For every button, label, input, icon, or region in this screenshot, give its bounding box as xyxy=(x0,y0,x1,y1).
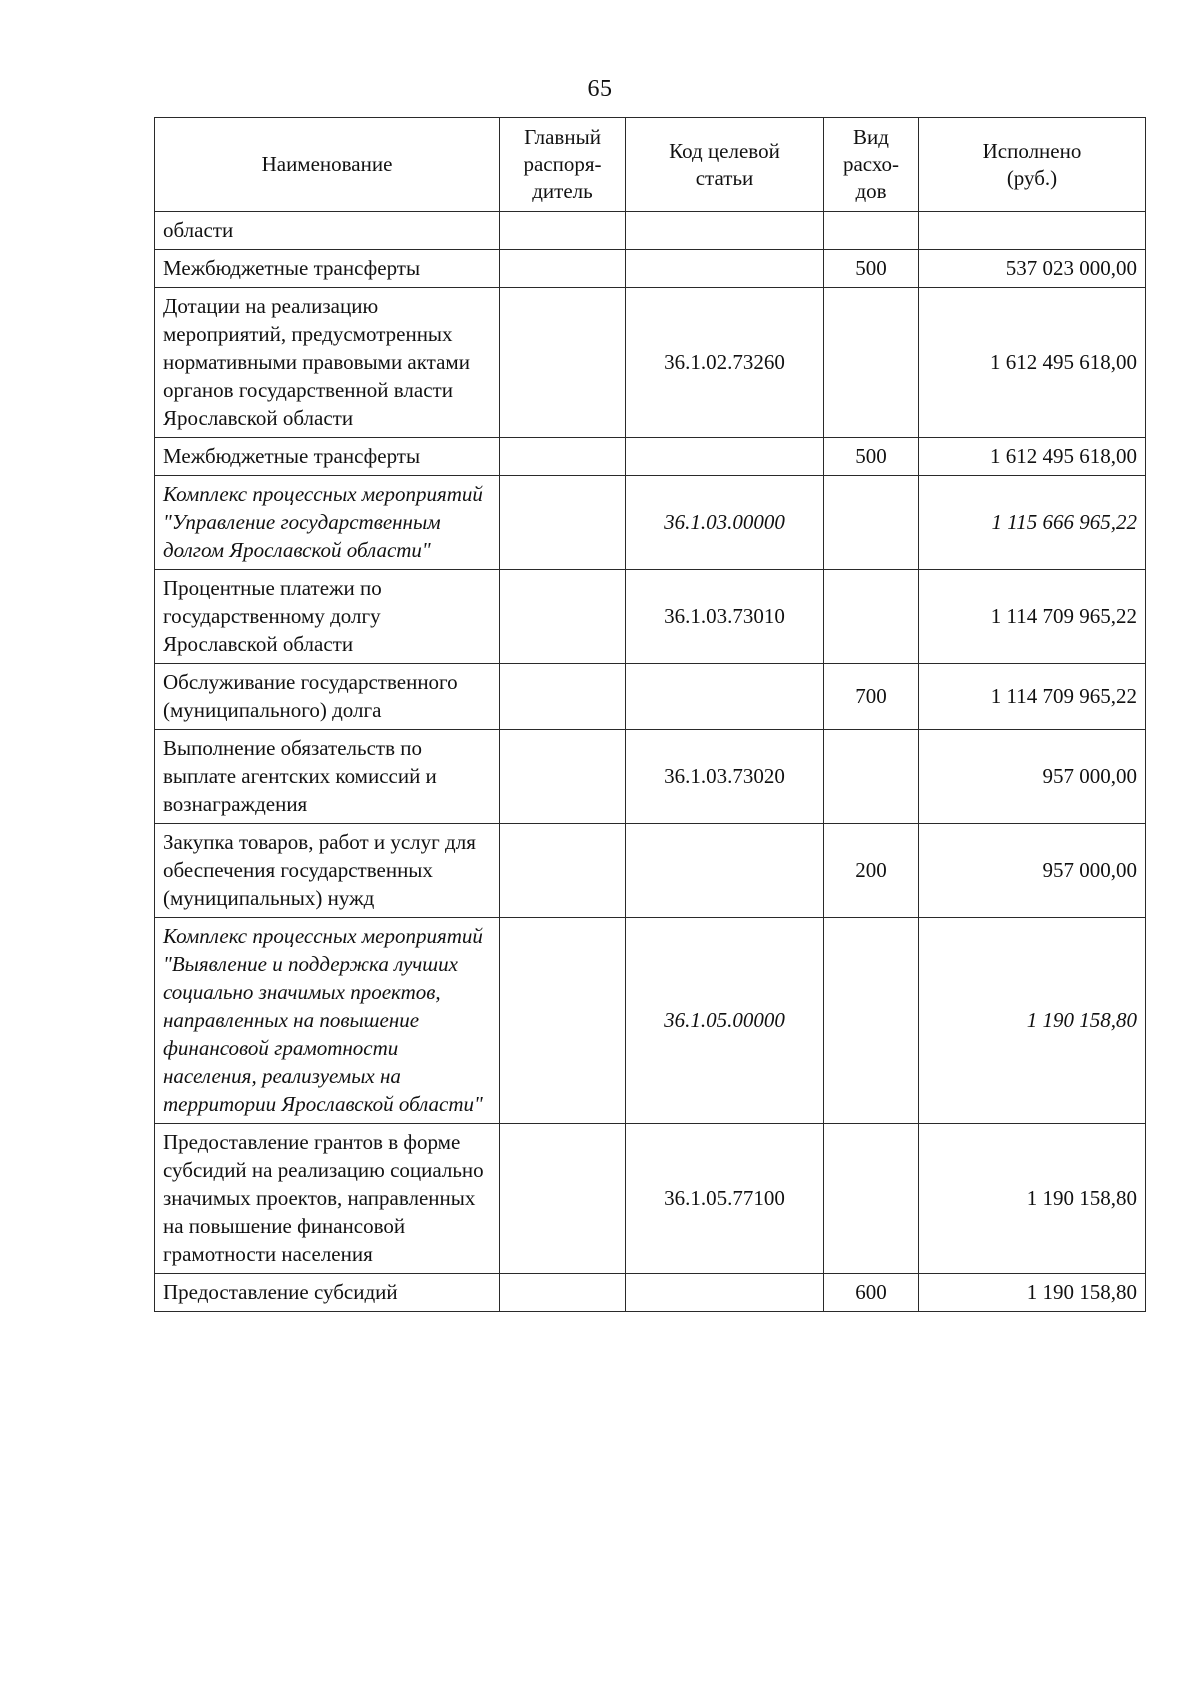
cell-expense-type xyxy=(824,730,919,824)
cell-executed: 957 000,00 xyxy=(919,824,1146,918)
cell-expense-type: 500 xyxy=(824,438,919,476)
cell-expense-type: 700 xyxy=(824,664,919,730)
table-row xyxy=(155,570,1146,664)
table-row xyxy=(155,438,1146,476)
cell-main-manager xyxy=(500,824,626,918)
cell-name: Комплекс процессных мероприятий "Управление государственным долгом Ярославской области" xyxy=(155,476,500,570)
cell-main-manager xyxy=(500,730,626,824)
cell-target-code: 36.1.03.73010 xyxy=(626,570,824,664)
header-main-line: Главный xyxy=(524,125,601,149)
cell-expense-type xyxy=(824,918,919,1124)
cell-executed: 1 190 158,80 xyxy=(919,1274,1146,1312)
table-body xyxy=(155,212,1146,1312)
cell-target-code xyxy=(626,438,824,476)
cell-executed: 1 114 709 965,22 xyxy=(919,570,1146,664)
cell-target-code: 36.1.03.73020 xyxy=(626,730,824,824)
header-type-line: дов xyxy=(855,179,887,203)
cell-name: Предоставление грантов в форме субсидий на реализацию социально значимых проектов, направленных на повышение финансовой грамотности населения xyxy=(155,1124,500,1274)
header-done-line: Исполнено xyxy=(982,138,1082,163)
cell-name: Закупка товаров, работ и услуг для обеспечения государственных (муниципальных) нужд xyxy=(155,824,500,918)
cell-expense-type xyxy=(824,1124,919,1274)
cell-executed: 957 000,00 xyxy=(919,730,1146,824)
cell-executed: 537 023 000,00 xyxy=(919,250,1146,288)
cell-target-code: 36.1.02.73260 xyxy=(626,288,824,438)
cell-name: Процентные платежи по государственному долгу Ярославской области xyxy=(155,570,500,664)
cell-main-manager xyxy=(500,250,626,288)
cell-expense-type xyxy=(824,570,919,664)
cell-expense-type: 200 xyxy=(824,824,919,918)
header-main-manager xyxy=(500,118,626,212)
cell-expense-type xyxy=(824,476,919,570)
cell-main-manager xyxy=(500,438,626,476)
header-done-line: (руб.) xyxy=(1006,165,1058,190)
header-expense-type xyxy=(824,118,919,212)
cell-name: Дотации на реализацию мероприятий, предусмотренных нормативными правовыми актами органов государственной власти Ярославской области xyxy=(155,288,500,438)
cell-name: Предоставление субсидий xyxy=(155,1274,500,1312)
cell-main-manager xyxy=(500,476,626,570)
cell-main-manager xyxy=(500,1124,626,1274)
cell-target-code xyxy=(626,250,824,288)
cell-target-code xyxy=(626,1274,824,1312)
cell-name: Выполнение обязательств по выплате агентских комиссий и вознаграждения xyxy=(155,730,500,824)
cell-name: Комплекс процессных мероприятий "Выявление и поддержка лучших социально значимых проектов, направленных на повышение финансовой грамотности населения, реализуемых на территории Ярославской области" xyxy=(155,918,500,1124)
table-row xyxy=(155,1124,1146,1274)
table-header-row xyxy=(155,118,1146,212)
cell-name: Обслуживание государственного (муниципального) долга xyxy=(155,664,500,730)
cell-target-code: 36.1.03.00000 xyxy=(626,476,824,570)
header-main-line: распоря- xyxy=(523,152,602,176)
cell-target-code xyxy=(626,212,824,250)
table-row xyxy=(155,288,1146,438)
cell-name: Межбюджетные трансферты xyxy=(155,250,500,288)
page-number: 65 xyxy=(587,76,613,102)
cell-main-manager xyxy=(500,664,626,730)
header-code-line: Код целевой xyxy=(669,138,780,163)
cell-target-code xyxy=(626,664,824,730)
table-row xyxy=(155,250,1146,288)
cell-target-code xyxy=(626,824,824,918)
cell-target-code: 36.1.05.77100 xyxy=(626,1124,824,1274)
cell-main-manager xyxy=(500,570,626,664)
header-main-line: дитель xyxy=(532,179,593,203)
cell-name: области xyxy=(155,212,500,250)
cell-executed: 1 114 709 965,22 xyxy=(919,664,1146,730)
table-row xyxy=(155,824,1146,918)
cell-executed: 1 190 158,80 xyxy=(919,918,1146,1124)
cell-target-code: 36.1.05.00000 xyxy=(626,918,824,1124)
cell-main-manager xyxy=(500,288,626,438)
cell-executed: 1 612 495 618,00 xyxy=(919,288,1146,438)
header-type-line: Вид xyxy=(853,125,889,149)
cell-expense-type xyxy=(824,212,919,250)
cell-main-manager xyxy=(500,1274,626,1312)
table-row xyxy=(155,664,1146,730)
cell-executed: 1 190 158,80 xyxy=(919,1124,1146,1274)
cell-name: Межбюджетные трансферты xyxy=(155,438,500,476)
header-code-line: статьи xyxy=(695,165,754,190)
cell-expense-type xyxy=(824,288,919,438)
table-row-program xyxy=(155,476,1146,570)
header-name: Наименование xyxy=(155,118,500,212)
table-row-program xyxy=(155,918,1146,1124)
cell-expense-type: 500 xyxy=(824,250,919,288)
header-type-line: расхо- xyxy=(842,152,900,176)
table-row xyxy=(155,212,1146,250)
cell-expense-type: 600 xyxy=(824,1274,919,1312)
header-target-code xyxy=(626,118,824,212)
cell-executed: 1 115 666 965,22 xyxy=(919,476,1146,570)
cell-executed xyxy=(919,212,1146,250)
cell-main-manager xyxy=(500,212,626,250)
cell-executed: 1 612 495 618,00 xyxy=(919,438,1146,476)
header-executed xyxy=(919,118,1146,212)
budget-table xyxy=(154,117,1146,1312)
table-row xyxy=(155,1274,1146,1312)
table-row xyxy=(155,730,1146,824)
cell-main-manager xyxy=(500,918,626,1124)
